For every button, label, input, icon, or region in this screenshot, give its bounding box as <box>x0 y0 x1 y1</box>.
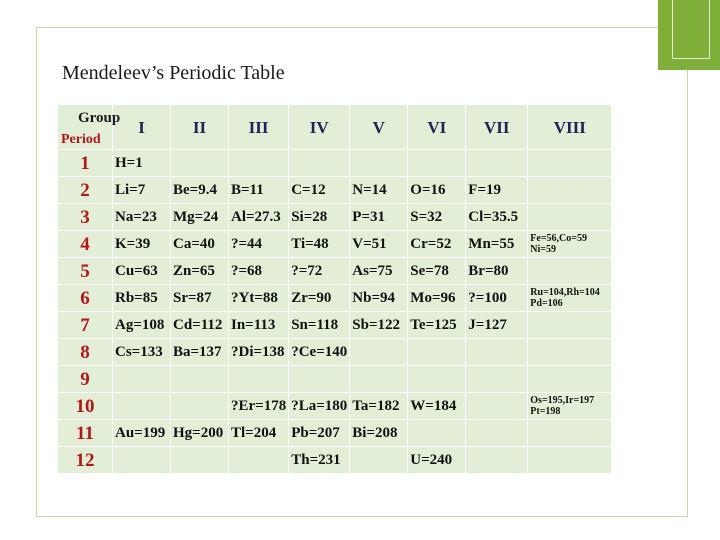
element-cell: Cu=63 <box>113 258 171 285</box>
group-header: II <box>171 105 229 150</box>
element-cell: ?=44 <box>229 231 289 258</box>
element-cell <box>528 204 612 231</box>
element-cell <box>466 420 528 447</box>
element-cell: H=1 <box>113 150 171 177</box>
element-cell <box>289 366 350 393</box>
element-cell: ?Er=178 <box>229 393 289 420</box>
element-cell: Br=80 <box>466 258 528 285</box>
element-cell: S=32 <box>408 204 466 231</box>
element-cell: Cd=112 <box>171 312 229 339</box>
element-cell <box>408 339 466 366</box>
period-number: 4 <box>58 231 113 258</box>
element-cell <box>350 366 408 393</box>
element-cell: B=11 <box>229 177 289 204</box>
element-cell <box>171 366 229 393</box>
period-label: Period <box>61 132 101 147</box>
element-cell: J=127 <box>466 312 528 339</box>
element-cell <box>229 447 289 474</box>
element-cell: Mn=55 <box>466 231 528 258</box>
element-cell <box>466 447 528 474</box>
element-cell <box>289 150 350 177</box>
element-cell: U=240 <box>408 447 466 474</box>
element-cell <box>408 150 466 177</box>
element-cell <box>350 447 408 474</box>
group-header: VII <box>466 105 528 150</box>
period-row <box>58 366 612 393</box>
period-row <box>58 204 612 231</box>
period-row <box>58 420 612 447</box>
element-cell: Au=199 <box>113 420 171 447</box>
period-row <box>58 447 612 474</box>
element-cell: Sn=118 <box>289 312 350 339</box>
element-cell <box>466 150 528 177</box>
element-cell: Al=27.3 <box>229 204 289 231</box>
element-cell: ?Yt=88 <box>229 285 289 312</box>
element-cell <box>350 150 408 177</box>
element-cell: W=184 <box>408 393 466 420</box>
element-cell: Pb=207 <box>289 420 350 447</box>
element-cell: Na=23 <box>113 204 171 231</box>
period-row <box>58 150 612 177</box>
element-cell: K=39 <box>113 231 171 258</box>
element-cell: C=12 <box>289 177 350 204</box>
group-header: V <box>350 105 408 150</box>
element-cell <box>528 339 612 366</box>
element-cell: Mg=24 <box>171 204 229 231</box>
element-cell: Ag=108 <box>113 312 171 339</box>
element-cell <box>171 393 229 420</box>
element-cell: ?=100 <box>466 285 528 312</box>
group-header: VI <box>408 105 466 150</box>
element-cell <box>113 366 171 393</box>
period-number: 2 <box>58 177 113 204</box>
element-cell: ?Di=138 <box>229 339 289 366</box>
element-cell <box>528 447 612 474</box>
element-cell: ?Ce=140 <box>289 339 350 366</box>
element-cell: P=31 <box>350 204 408 231</box>
element-cell: Bi=208 <box>350 420 408 447</box>
period-number: 8 <box>58 339 113 366</box>
element-cell: Cs=133 <box>113 339 171 366</box>
period-number: 3 <box>58 204 113 231</box>
element-cell: Zr=90 <box>289 285 350 312</box>
element-cell: Mo=96 <box>408 285 466 312</box>
element-cell: Fe=56,Co=59 Ni=59 <box>528 231 612 258</box>
element-cell <box>171 150 229 177</box>
element-cell <box>171 447 229 474</box>
period-number: 10 <box>58 393 113 420</box>
element-cell <box>466 366 528 393</box>
element-cell: Cl=35.5 <box>466 204 528 231</box>
element-cell: Be=9.4 <box>171 177 229 204</box>
group-label: Group <box>78 110 121 126</box>
element-cell: Zn=65 <box>171 258 229 285</box>
element-cell <box>408 366 466 393</box>
element-cell <box>528 258 612 285</box>
element-cell: O=16 <box>408 177 466 204</box>
period-row <box>58 312 612 339</box>
group-header: VIII <box>528 105 612 150</box>
period-row <box>58 285 612 312</box>
element-cell: ?=68 <box>229 258 289 285</box>
element-cell: Te=125 <box>408 312 466 339</box>
periodic-table <box>57 104 612 474</box>
element-cell: In=113 <box>229 312 289 339</box>
element-cell <box>229 366 289 393</box>
element-cell <box>113 447 171 474</box>
element-cell: Cr=52 <box>408 231 466 258</box>
element-cell: Si=28 <box>289 204 350 231</box>
group-header: III <box>229 105 289 150</box>
element-cell <box>528 366 612 393</box>
element-cell: Sb=122 <box>350 312 408 339</box>
element-cell: Ca=40 <box>171 231 229 258</box>
element-cell: Li=7 <box>113 177 171 204</box>
period-row <box>58 177 612 204</box>
period-row <box>58 339 612 366</box>
element-cell <box>528 420 612 447</box>
element-cell: Ru=104,Rh=104 Pd=106 <box>528 285 612 312</box>
element-cell: Rb=85 <box>113 285 171 312</box>
element-cell: N=14 <box>350 177 408 204</box>
element-cell: As=75 <box>350 258 408 285</box>
period-number: 5 <box>58 258 113 285</box>
element-cell <box>528 177 612 204</box>
element-cell <box>229 150 289 177</box>
element-cell: Hg=200 <box>171 420 229 447</box>
element-cell: Sr=87 <box>171 285 229 312</box>
element-cell: F=19 <box>466 177 528 204</box>
element-cell: Ba=137 <box>171 339 229 366</box>
period-number: 1 <box>58 150 113 177</box>
group-header: IV <box>289 105 350 150</box>
slide-title: Mendeleev’s Periodic Table <box>62 62 285 84</box>
corner-cell <box>58 105 121 150</box>
period-row <box>58 393 612 420</box>
element-cell: Nb=94 <box>350 285 408 312</box>
period-number: 7 <box>58 312 113 339</box>
element-cell <box>528 312 612 339</box>
element-cell: ?=72 <box>289 258 350 285</box>
element-cell: ?La=180 <box>289 393 350 420</box>
element-cell <box>466 339 528 366</box>
period-number: 9 <box>58 366 113 393</box>
period-row <box>58 231 612 258</box>
element-cell: Ta=182 <box>350 393 408 420</box>
group-header: I <box>113 105 171 150</box>
element-cell <box>408 420 466 447</box>
element-cell: Tl=204 <box>229 420 289 447</box>
period-number: 6 <box>58 285 113 312</box>
element-cell <box>528 150 612 177</box>
period-number: 12 <box>58 447 113 474</box>
element-cell <box>466 393 528 420</box>
element-cell: Th=231 <box>289 447 350 474</box>
element-cell: Se=78 <box>408 258 466 285</box>
element-cell <box>113 393 171 420</box>
element-cell <box>350 339 408 366</box>
decorative-outline <box>672 0 710 59</box>
header-row <box>58 105 612 150</box>
element-cell: Os=195,Ir=197 Pt=198 <box>528 393 612 420</box>
element-cell: Ti=48 <box>289 231 350 258</box>
period-row <box>58 258 612 285</box>
period-number: 11 <box>58 420 113 447</box>
element-cell: V=51 <box>350 231 408 258</box>
